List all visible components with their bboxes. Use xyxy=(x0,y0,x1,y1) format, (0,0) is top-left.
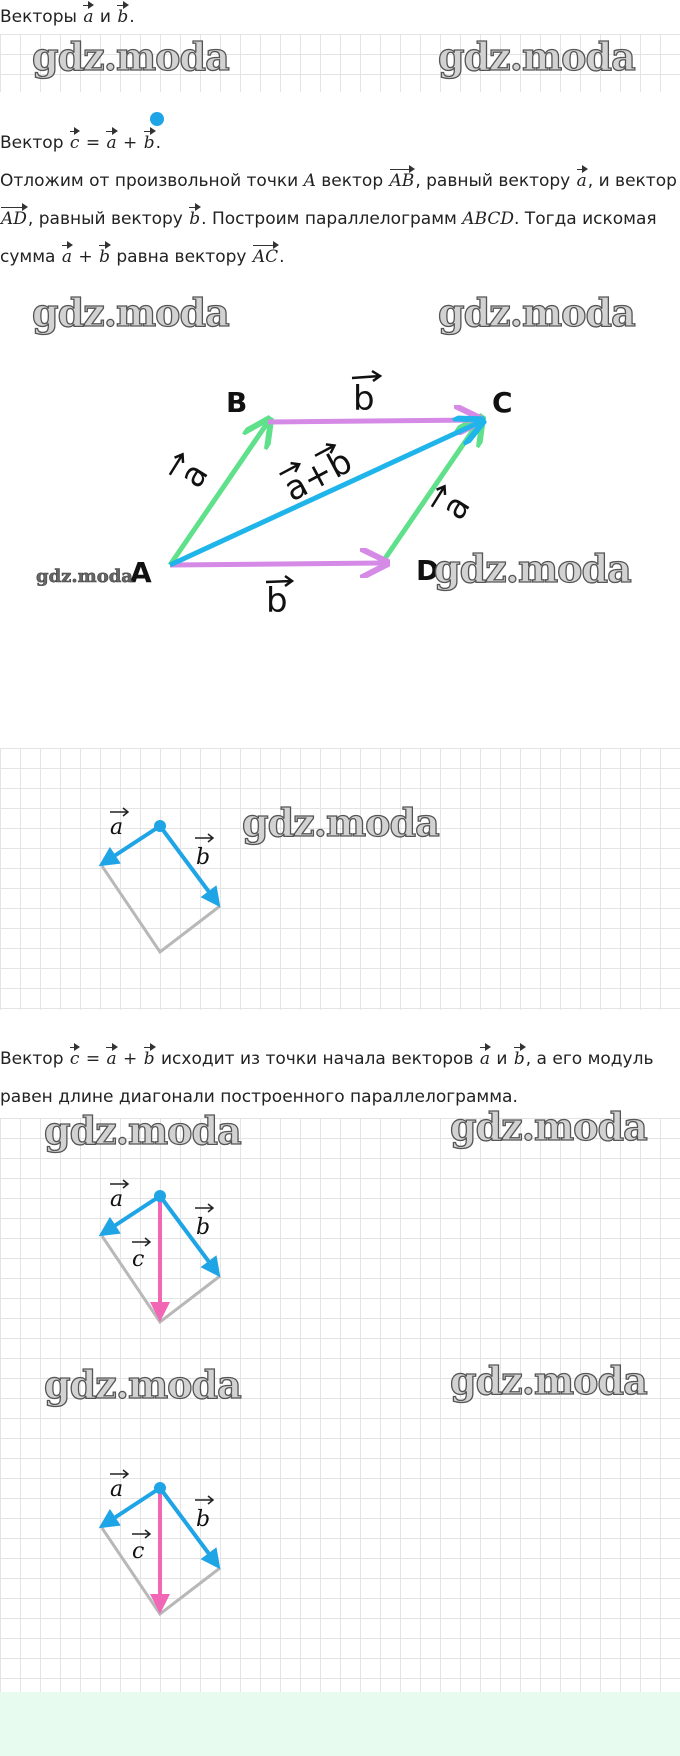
text: и xyxy=(94,7,117,27)
text: . Построим параллелограмм xyxy=(201,209,463,229)
label-c xyxy=(132,1530,150,1564)
origin-point xyxy=(154,820,166,832)
watermark: gdz.moda xyxy=(438,34,635,79)
label-c xyxy=(132,1238,150,1272)
watermark: gdz.moda xyxy=(44,1108,241,1153)
vector-c: c xyxy=(69,1049,80,1069)
label-b-bottom-text: b xyxy=(266,581,288,621)
label-b-text: b xyxy=(196,845,211,870)
label-c-text: c xyxy=(132,1247,145,1272)
label-a-right-text: a xyxy=(433,487,479,527)
watermark: gdz.moda xyxy=(438,290,635,335)
label-b-text: b xyxy=(196,1507,211,1532)
watermark: gdz.moda xyxy=(450,1358,647,1403)
vector-b: b xyxy=(143,1049,155,1069)
label-a-text: a xyxy=(110,1187,124,1212)
text: . xyxy=(279,247,285,267)
point-b-label: B xyxy=(226,386,248,419)
blue-cap-icon xyxy=(150,112,164,126)
vector-a: a xyxy=(83,7,94,27)
text-line-1 xyxy=(0,6,135,28)
vector-a: a xyxy=(576,171,587,191)
label-a xyxy=(110,808,128,840)
label-b-top-text: b xyxy=(353,379,375,419)
vector-dc-line xyxy=(384,420,480,560)
vector-ac: AC xyxy=(252,247,279,267)
text: + xyxy=(73,247,99,267)
text: сумма xyxy=(0,247,61,267)
vector-b: b xyxy=(189,209,201,229)
text: равна вектору xyxy=(110,247,252,267)
vector-b: b xyxy=(143,133,155,153)
vector-sum-diagram-2 xyxy=(0,1426,680,1666)
parallelogram-name: ABCD xyxy=(462,209,514,229)
vector-a: a xyxy=(106,1049,117,1069)
text: + xyxy=(117,133,143,153)
parallelogram-outline xyxy=(102,866,220,952)
text: , и вектор xyxy=(587,171,677,191)
label-b xyxy=(195,834,213,870)
text: вектор xyxy=(315,171,389,191)
vector-ab: AB xyxy=(389,171,415,191)
point-c-label: C xyxy=(492,386,513,419)
footer-bar xyxy=(0,1692,680,1756)
label-b xyxy=(195,1204,213,1240)
vector-b: b xyxy=(99,247,110,267)
label-a xyxy=(110,1470,128,1502)
label-a-text: a xyxy=(110,815,124,840)
text: = xyxy=(80,133,106,153)
label-a-left xyxy=(166,452,218,497)
text: исходит из точки начала векторов xyxy=(155,1049,479,1069)
watermark-small: gdz.moda xyxy=(36,566,133,587)
vector-ad-line xyxy=(170,563,384,565)
vector-sum-diagram-1 xyxy=(0,1130,680,1370)
vector-bc-line xyxy=(268,420,478,422)
vector-b: b xyxy=(513,1049,525,1069)
watermark: gdz.moda xyxy=(450,1104,647,1149)
text: Вектор xyxy=(0,1049,69,1069)
label-b-top xyxy=(352,371,380,419)
text: . xyxy=(129,7,135,27)
text-line-7 xyxy=(0,1086,518,1108)
text: , а его модуль xyxy=(525,1049,654,1069)
watermark: gdz.moda xyxy=(32,290,229,335)
watermark: gdz.moda xyxy=(242,800,439,845)
text: . xyxy=(155,133,161,153)
watermark: gdz.moda xyxy=(32,34,229,79)
text: Векторы xyxy=(0,7,83,27)
text: Отложим от произвольной точки xyxy=(0,171,304,191)
origin-point xyxy=(154,1482,166,1494)
text-line-4 xyxy=(0,208,657,230)
label-a-right xyxy=(428,484,480,529)
label-a xyxy=(110,1180,128,1212)
text: Вектор xyxy=(0,133,69,153)
text-line-5 xyxy=(0,246,285,268)
text: , равный вектору xyxy=(27,209,189,229)
point-d-label: D xyxy=(416,554,440,587)
text-line-3 xyxy=(0,170,677,192)
text-line-2 xyxy=(0,132,161,154)
label-a-text: a xyxy=(110,1477,124,1502)
text-line-6 xyxy=(0,1048,654,1070)
point-a-label: A xyxy=(130,556,152,589)
text: = xyxy=(80,1049,106,1069)
vector-ad: AD xyxy=(1,209,27,229)
label-b-bottom xyxy=(266,576,292,621)
vector-a: a xyxy=(479,1049,490,1069)
label-sum-text: a+b xyxy=(277,441,359,510)
text: + xyxy=(117,1049,143,1069)
label-a-left-text: a xyxy=(171,455,217,495)
point-a: A xyxy=(303,171,316,191)
vector-c: c xyxy=(69,133,80,153)
label-c-text: c xyxy=(132,1539,145,1564)
watermark: gdz.moda xyxy=(44,1362,241,1407)
vectors-a-b-diagram xyxy=(0,760,680,1000)
vector-a: a xyxy=(106,133,117,153)
origin-point xyxy=(154,1190,166,1202)
label-b xyxy=(195,1496,213,1532)
vector-a: a xyxy=(61,247,73,267)
text: и xyxy=(491,1049,513,1069)
text: , равный вектору xyxy=(415,171,576,191)
watermark: gdz.moda xyxy=(434,546,631,591)
label-b-text: b xyxy=(196,1215,211,1240)
text: равен длине диагонали построенного параллелограмма. xyxy=(0,1087,518,1107)
text: . Тогда искомая xyxy=(514,209,657,229)
vector-b: b xyxy=(117,7,129,27)
